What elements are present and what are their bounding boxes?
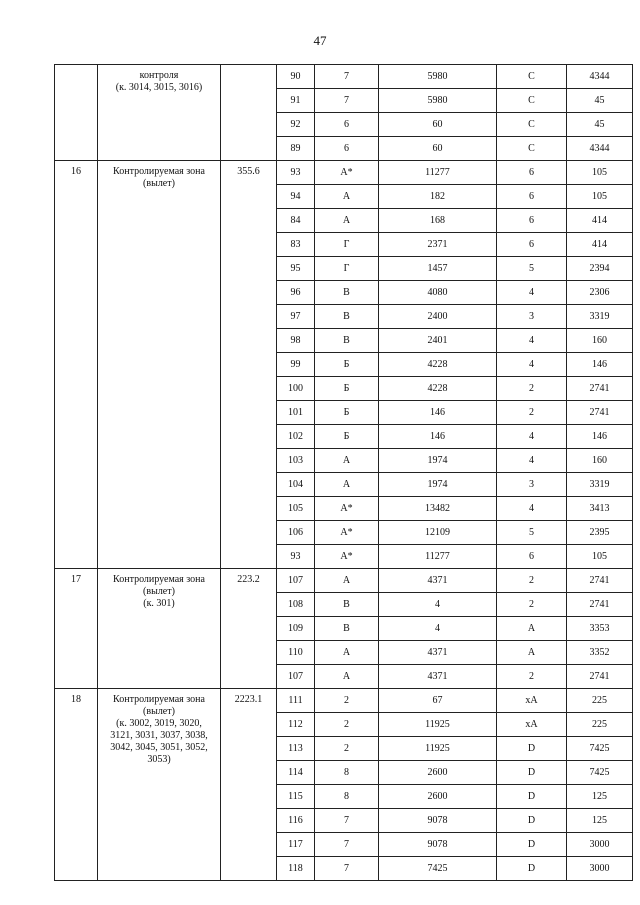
point-number-cell: 116 <box>277 809 315 833</box>
distance-cell: 4 <box>379 593 497 617</box>
zone-name-line: (к. 3014, 3015, 3016) <box>115 82 203 93</box>
data-table <box>54 64 633 881</box>
point-number-cell: 89 <box>277 137 315 161</box>
distance-cell: 9078 <box>379 833 497 857</box>
code-cell: 125 <box>567 785 633 809</box>
category-cell: 4 <box>497 425 567 449</box>
code-cell: 2741 <box>567 401 633 425</box>
class-cell: А <box>315 185 379 209</box>
category-cell: D <box>497 761 567 785</box>
category-cell: А <box>497 641 567 665</box>
distance-cell: 1457 <box>379 257 497 281</box>
class-cell: 6 <box>315 137 379 161</box>
point-number-cell: 104 <box>277 473 315 497</box>
point-number-cell: 108 <box>277 593 315 617</box>
distance-cell: 4371 <box>379 569 497 593</box>
zone-name-line: Контролируемая зона <box>113 166 205 177</box>
code-cell: 3353 <box>567 617 633 641</box>
zone-name-line: (вылет) <box>143 178 175 189</box>
distance-cell: 11925 <box>379 713 497 737</box>
class-cell: В <box>315 305 379 329</box>
class-cell: 7 <box>315 833 379 857</box>
class-cell: А* <box>315 161 379 185</box>
distance-cell: 13482 <box>379 497 497 521</box>
category-cell: 5 <box>497 521 567 545</box>
zone-name-line: Контролируемая зона <box>113 694 205 705</box>
point-number-cell: 110 <box>277 641 315 665</box>
distance-cell: 4371 <box>379 665 497 689</box>
category-cell: 2 <box>497 377 567 401</box>
point-number-cell: 103 <box>277 449 315 473</box>
zone-name-line: (вылет) <box>143 586 175 597</box>
class-cell: А <box>315 449 379 473</box>
zone-area-cell <box>221 65 277 161</box>
point-number-cell: 93 <box>277 161 315 185</box>
distance-cell: 60 <box>379 137 497 161</box>
category-cell: 3 <box>497 473 567 497</box>
table-row <box>55 161 633 185</box>
category-cell: D <box>497 809 567 833</box>
category-cell: С <box>497 113 567 137</box>
code-cell: 45 <box>567 89 633 113</box>
point-number-cell: 92 <box>277 113 315 137</box>
class-cell: Г <box>315 257 379 281</box>
zone-name-line: 3042, 3045, 3051, 3052, <box>110 742 208 753</box>
distance-cell: 11277 <box>379 545 497 569</box>
category-cell: D <box>497 833 567 857</box>
code-cell: 45 <box>567 113 633 137</box>
point-number-cell: 113 <box>277 737 315 761</box>
point-number-cell: 102 <box>277 425 315 449</box>
class-cell: 6 <box>315 113 379 137</box>
class-cell: А* <box>315 545 379 569</box>
distance-cell: 2600 <box>379 785 497 809</box>
category-cell: 6 <box>497 161 567 185</box>
class-cell: В <box>315 617 379 641</box>
code-cell: 414 <box>567 209 633 233</box>
code-cell: 105 <box>567 185 633 209</box>
code-cell: 4344 <box>567 137 633 161</box>
code-cell: 2741 <box>567 377 633 401</box>
class-cell: А <box>315 569 379 593</box>
distance-cell: 4228 <box>379 353 497 377</box>
class-cell: А <box>315 473 379 497</box>
code-cell: 2395 <box>567 521 633 545</box>
category-cell: 6 <box>497 545 567 569</box>
category-cell: 4 <box>497 281 567 305</box>
class-cell: Б <box>315 353 379 377</box>
code-cell: 2741 <box>567 665 633 689</box>
code-cell: 3319 <box>567 473 633 497</box>
page-number: 47 <box>313 33 327 48</box>
zone-name-line: контроля <box>139 70 179 81</box>
category-cell: 6 <box>497 185 567 209</box>
code-cell: 225 <box>567 689 633 713</box>
category-cell: хА <box>497 689 567 713</box>
zone-area-cell: 2223.1 <box>221 689 277 881</box>
distance-cell: 146 <box>379 425 497 449</box>
distance-cell: 9078 <box>379 809 497 833</box>
class-cell: Б <box>315 425 379 449</box>
code-cell: 7425 <box>567 737 633 761</box>
code-cell: 3319 <box>567 305 633 329</box>
point-number-cell: 115 <box>277 785 315 809</box>
group-number-cell: 16 <box>55 161 98 569</box>
code-cell: 2741 <box>567 593 633 617</box>
code-cell: 4344 <box>567 65 633 89</box>
point-number-cell: 94 <box>277 185 315 209</box>
point-number-cell: 107 <box>277 569 315 593</box>
distance-cell: 5980 <box>379 89 497 113</box>
code-cell: 125 <box>567 809 633 833</box>
group-number-cell: 17 <box>55 569 98 689</box>
code-cell: 105 <box>567 545 633 569</box>
distance-cell: 146 <box>379 401 497 425</box>
distance-cell: 4228 <box>379 377 497 401</box>
category-cell: 6 <box>497 233 567 257</box>
point-number-cell: 118 <box>277 857 315 881</box>
code-cell: 160 <box>567 329 633 353</box>
distance-cell: 60 <box>379 113 497 137</box>
zone-area-cell: 355.6 <box>221 161 277 569</box>
point-number-cell: 91 <box>277 89 315 113</box>
code-cell: 160 <box>567 449 633 473</box>
code-cell: 414 <box>567 233 633 257</box>
class-cell: В <box>315 593 379 617</box>
code-cell: 105 <box>567 161 633 185</box>
distance-cell: 11925 <box>379 737 497 761</box>
category-cell: D <box>497 737 567 761</box>
category-cell: С <box>497 137 567 161</box>
category-cell: 4 <box>497 329 567 353</box>
category-cell: 6 <box>497 209 567 233</box>
category-cell: А <box>497 617 567 641</box>
point-number-cell: 83 <box>277 233 315 257</box>
category-cell: D <box>497 857 567 881</box>
class-cell: 2 <box>315 713 379 737</box>
category-cell: 5 <box>497 257 567 281</box>
point-number-cell: 95 <box>277 257 315 281</box>
table-row <box>55 65 633 89</box>
category-cell: С <box>497 65 567 89</box>
distance-cell: 2400 <box>379 305 497 329</box>
category-cell: 4 <box>497 497 567 521</box>
zone-name-cell <box>98 569 221 689</box>
code-cell: 3000 <box>567 833 633 857</box>
class-cell: 8 <box>315 785 379 809</box>
point-number-cell: 112 <box>277 713 315 737</box>
point-number-cell: 97 <box>277 305 315 329</box>
distance-cell: 1974 <box>379 473 497 497</box>
zone-name-cell <box>98 161 221 569</box>
category-cell: 2 <box>497 401 567 425</box>
zone-name-line: (к. 301) <box>143 598 175 609</box>
class-cell: А <box>315 665 379 689</box>
distance-cell: 12109 <box>379 521 497 545</box>
distance-cell: 2401 <box>379 329 497 353</box>
distance-cell: 182 <box>379 185 497 209</box>
zone-name-line: Контролируемая зона <box>113 574 205 585</box>
distance-cell: 4080 <box>379 281 497 305</box>
point-number-cell: 117 <box>277 833 315 857</box>
code-cell: 2741 <box>567 569 633 593</box>
class-cell: В <box>315 281 379 305</box>
distance-cell: 4 <box>379 617 497 641</box>
category-cell: хА <box>497 713 567 737</box>
point-number-cell: 98 <box>277 329 315 353</box>
code-cell: 7425 <box>567 761 633 785</box>
point-number-cell: 106 <box>277 521 315 545</box>
point-number-cell: 96 <box>277 281 315 305</box>
distance-cell: 4371 <box>379 641 497 665</box>
class-cell: А* <box>315 521 379 545</box>
class-cell: А <box>315 209 379 233</box>
distance-cell: 2600 <box>379 761 497 785</box>
point-number-cell: 107 <box>277 665 315 689</box>
zone-name-cell <box>98 65 221 161</box>
class-cell: 7 <box>315 857 379 881</box>
zone-name-line: (вылет) <box>143 706 175 717</box>
point-number-cell: 99 <box>277 353 315 377</box>
category-cell: 2 <box>497 569 567 593</box>
table-row <box>55 569 633 593</box>
distance-cell: 168 <box>379 209 497 233</box>
code-cell: 2394 <box>567 257 633 281</box>
point-number-cell: 100 <box>277 377 315 401</box>
category-cell: 4 <box>497 449 567 473</box>
point-number-cell: 90 <box>277 65 315 89</box>
point-number-cell: 114 <box>277 761 315 785</box>
code-cell: 225 <box>567 713 633 737</box>
group-number-cell: 18 <box>55 689 98 881</box>
table-body <box>55 65 633 881</box>
class-cell: 2 <box>315 689 379 713</box>
category-cell: С <box>497 89 567 113</box>
distance-cell: 2371 <box>379 233 497 257</box>
code-cell: 2306 <box>567 281 633 305</box>
group-number-cell <box>55 65 98 161</box>
class-cell: 7 <box>315 809 379 833</box>
point-number-cell: 109 <box>277 617 315 641</box>
zone-name-line: 3121, 3031, 3037, 3038, <box>110 730 208 741</box>
code-cell: 3000 <box>567 857 633 881</box>
category-cell: 2 <box>497 593 567 617</box>
zone-name-line: (к. 3002, 3019, 3020, <box>116 718 202 729</box>
code-cell: 146 <box>567 425 633 449</box>
distance-cell: 11277 <box>379 161 497 185</box>
category-cell: D <box>497 785 567 809</box>
zone-name-line: 3053) <box>147 754 171 765</box>
distance-cell: 5980 <box>379 65 497 89</box>
class-cell: Б <box>315 401 379 425</box>
class-cell: 2 <box>315 737 379 761</box>
category-cell: 2 <box>497 665 567 689</box>
class-cell: 8 <box>315 761 379 785</box>
point-number-cell: 111 <box>277 689 315 713</box>
point-number-cell: 84 <box>277 209 315 233</box>
class-cell: А <box>315 641 379 665</box>
zone-name-cell <box>98 689 221 881</box>
code-cell: 3352 <box>567 641 633 665</box>
category-cell: 4 <box>497 353 567 377</box>
class-cell: Б <box>315 377 379 401</box>
class-cell: В <box>315 329 379 353</box>
point-number-cell: 93 <box>277 545 315 569</box>
distance-cell: 1974 <box>379 449 497 473</box>
distance-cell: 67 <box>379 689 497 713</box>
class-cell: 7 <box>315 65 379 89</box>
class-cell: Г <box>315 233 379 257</box>
code-cell: 3413 <box>567 497 633 521</box>
point-number-cell: 101 <box>277 401 315 425</box>
zone-area-cell: 223.2 <box>221 569 277 689</box>
code-cell: 146 <box>567 353 633 377</box>
distance-cell: 7425 <box>379 857 497 881</box>
point-number-cell: 105 <box>277 497 315 521</box>
class-cell: 7 <box>315 89 379 113</box>
table-row <box>55 689 633 713</box>
category-cell: 3 <box>497 305 567 329</box>
class-cell: А* <box>315 497 379 521</box>
